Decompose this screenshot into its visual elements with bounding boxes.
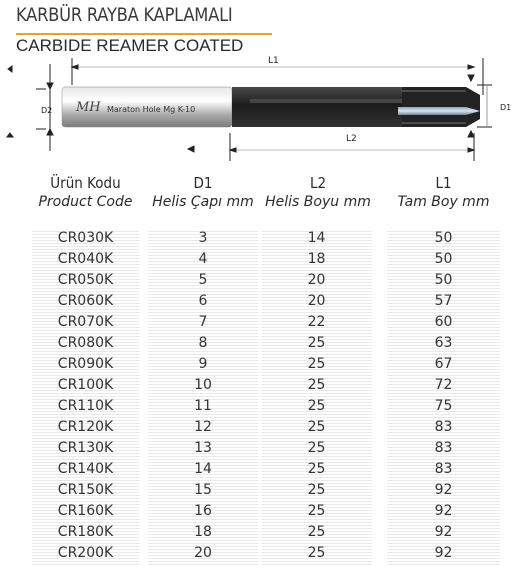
cell-product-code: CR090K <box>32 355 139 376</box>
cell-helix-length: 25 <box>261 334 372 355</box>
cell-helix-length: 14 <box>261 229 372 250</box>
cell-helix-diameter: 3 <box>148 229 258 250</box>
cell-total-length: 92 <box>387 502 500 523</box>
cell-product-code: CR060K <box>32 292 139 313</box>
table-row <box>0 439 528 460</box>
cell-helix-diameter: 10 <box>148 376 258 397</box>
cell-helix-diameter: 6 <box>148 292 258 313</box>
table-row <box>0 292 528 313</box>
table-row <box>0 523 528 544</box>
reamer-flute-body <box>232 87 402 127</box>
reamer-technical-drawing <box>0 55 528 165</box>
product-table <box>0 229 528 565</box>
cell-total-length: 83 <box>387 418 500 439</box>
cell-product-code: CR080K <box>32 334 139 355</box>
table-row <box>0 418 528 439</box>
cell-helix-length: 20 <box>261 271 372 292</box>
dim-l2 <box>188 133 474 161</box>
header-helix-diameter-en: Helis Çapı mm <box>152 194 254 210</box>
dim-d2-label: D2 <box>41 106 53 115</box>
cell-total-length: 63 <box>387 334 500 355</box>
cell-helix-diameter: 20 <box>148 544 258 565</box>
cell-helix-diameter: 15 <box>148 481 258 502</box>
cell-helix-length: 20 <box>261 292 372 313</box>
cell-product-code: CR040K <box>32 250 139 271</box>
cell-helix-length: 25 <box>261 439 372 460</box>
cell-helix-diameter: 7 <box>148 313 258 334</box>
header-helix-diameter-tr: D1 <box>193 174 213 192</box>
table-row <box>0 481 528 502</box>
table-row <box>0 502 528 523</box>
cell-product-code: CR120K <box>32 418 139 439</box>
cell-helix-length: 25 <box>261 502 372 523</box>
cell-product-code: CR140K <box>32 460 139 481</box>
cell-product-code: CR150K <box>32 481 139 502</box>
header-helix-length <box>258 174 378 210</box>
cell-total-length: 67 <box>387 355 500 376</box>
cell-helix-diameter: 9 <box>148 355 258 376</box>
cell-helix-length: 25 <box>261 544 372 565</box>
title-underline <box>16 33 272 35</box>
cell-helix-length: 25 <box>261 460 372 481</box>
header-total-length <box>384 174 503 210</box>
header-total-length-tr: L1 <box>435 174 452 192</box>
cell-helix-length: 25 <box>261 481 372 502</box>
table-row <box>0 460 528 481</box>
cell-helix-length: 25 <box>261 397 372 418</box>
cell-total-length: 75 <box>387 397 500 418</box>
cell-helix-length: 25 <box>261 418 372 439</box>
cell-total-length: 60 <box>387 313 500 334</box>
table-row <box>0 250 528 271</box>
table-row <box>0 313 528 334</box>
reamer-flute-highlight <box>250 99 402 103</box>
cell-total-length: 50 <box>387 250 500 271</box>
cell-helix-length: 18 <box>261 250 372 271</box>
cell-helix-length: 22 <box>261 313 372 334</box>
header-helix-diameter <box>142 174 264 210</box>
cell-product-code: CR110K <box>32 397 139 418</box>
header-helix-length-en: Helis Boyu mm <box>265 194 371 210</box>
cell-product-code: CR200K <box>32 544 139 565</box>
cell-product-code: CR160K <box>32 502 139 523</box>
header-product-code-tr: Ürün Kodu <box>50 174 121 192</box>
catalog-title-turkish: KARBÜR RAYBA KAPLAMALI <box>16 4 233 26</box>
dim-l2-label: L2 <box>346 134 357 144</box>
table-row <box>0 271 528 292</box>
cell-product-code: CR050K <box>32 271 139 292</box>
table-row <box>0 355 528 376</box>
reamer-tip-edge <box>398 107 480 115</box>
cell-helix-diameter: 13 <box>148 439 258 460</box>
cell-helix-diameter: 8 <box>148 334 258 355</box>
cell-helix-length: 25 <box>261 376 372 397</box>
logo-mark: MH <box>76 100 101 115</box>
cell-helix-diameter: 14 <box>148 460 258 481</box>
cell-total-length: 57 <box>387 292 500 313</box>
cell-product-code: CR070K <box>32 313 139 334</box>
cell-total-length: 72 <box>387 376 500 397</box>
cell-total-length: 83 <box>387 460 500 481</box>
cell-product-code: CR030K <box>32 229 139 250</box>
cell-product-code: CR100K <box>32 376 139 397</box>
dim-d1-label: D1 <box>500 103 512 112</box>
table-row <box>0 229 528 250</box>
table-row <box>0 397 528 418</box>
cell-total-length: 50 <box>387 229 500 250</box>
header-helix-length-tr: L2 <box>309 174 327 192</box>
cell-product-code: CR180K <box>32 523 139 544</box>
cell-helix-diameter: 16 <box>148 502 258 523</box>
header-product-code-en: Product Code <box>38 194 133 210</box>
cell-helix-diameter: 5 <box>148 271 258 292</box>
cell-helix-length: 25 <box>261 523 372 544</box>
cell-helix-diameter: 4 <box>148 250 258 271</box>
table-row <box>0 544 528 565</box>
cell-helix-diameter: 12 <box>148 418 258 439</box>
table-row <box>0 334 528 355</box>
header-total-length-en: Tam Boy mm <box>397 194 490 210</box>
shank-marking: Maraton Hole Mg K-10 <box>107 105 196 114</box>
cell-total-length: 92 <box>387 544 500 565</box>
cell-helix-diameter: 18 <box>148 523 258 544</box>
cell-total-length: 92 <box>387 523 500 544</box>
cell-product-code: CR130K <box>32 439 139 460</box>
header-product-code <box>32 174 139 210</box>
cell-total-length: 50 <box>387 271 500 292</box>
cell-helix-length: 25 <box>261 355 372 376</box>
catalog-title-english: CARBIDE REAMER COATED <box>16 36 244 55</box>
cell-total-length: 92 <box>387 481 500 502</box>
cell-helix-diameter: 11 <box>148 397 258 418</box>
dim-l1-label: L1 <box>268 56 279 66</box>
table-row <box>0 376 528 397</box>
cell-total-length: 83 <box>387 439 500 460</box>
